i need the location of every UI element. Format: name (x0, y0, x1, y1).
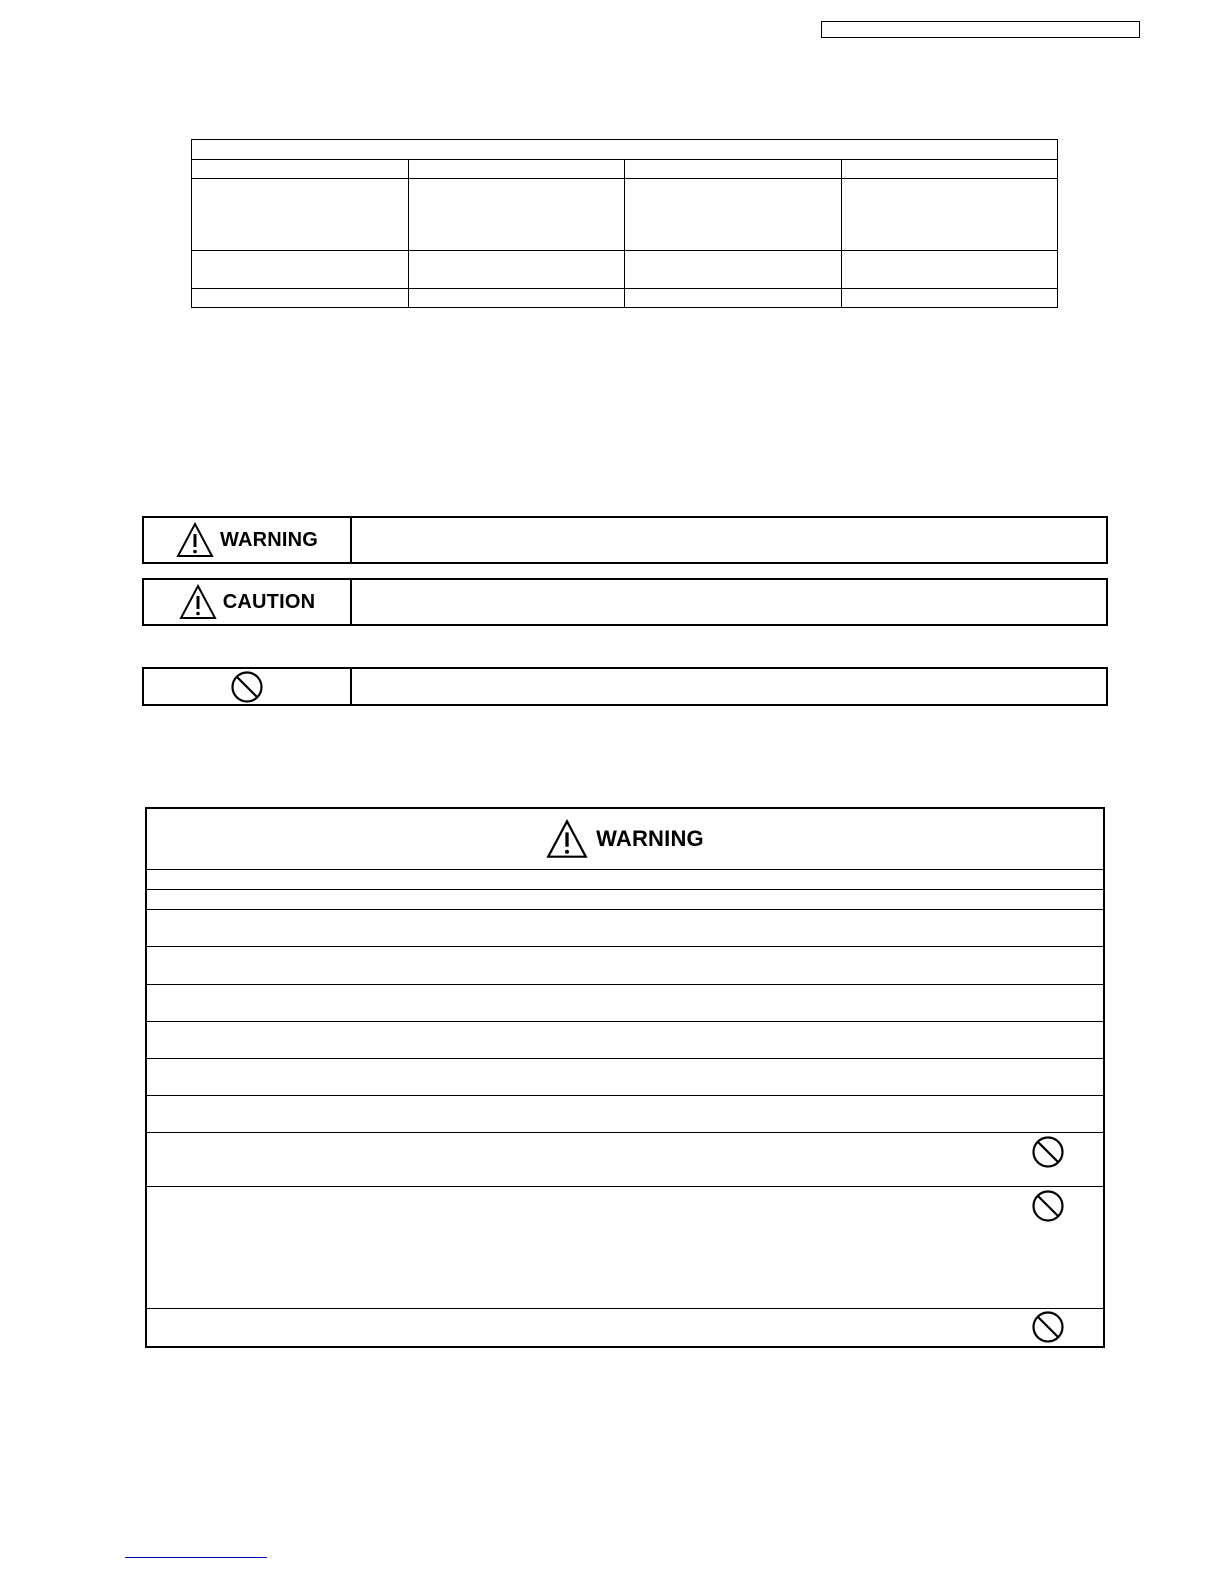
legend-warning-symbol (144, 518, 352, 562)
warning-table-header (147, 809, 1103, 870)
warning-row (147, 1022, 1103, 1059)
warning-row (147, 1187, 1103, 1309)
table-header-cell (408, 160, 625, 179)
warning-precautions-table (145, 807, 1105, 1348)
footer-link-underline[interactable] (125, 1557, 267, 1558)
specification-table (191, 139, 1058, 308)
legend-warning-description (352, 518, 1106, 562)
prohibited-icon (230, 670, 264, 704)
warning-row (147, 870, 1103, 890)
table-cell (841, 179, 1058, 250)
table-cell (192, 288, 409, 307)
table-cell (625, 250, 842, 288)
prohibited-icon (1031, 1135, 1065, 1169)
warning-row (147, 1309, 1103, 1348)
warning-row (147, 985, 1103, 1022)
table-cell (408, 250, 625, 288)
caution-triangle-icon (179, 584, 217, 620)
warning-row (147, 947, 1103, 985)
prohibited-icon (1031, 1310, 1065, 1344)
table-cell (625, 288, 842, 307)
table-cell (841, 250, 1058, 288)
header-reference-box (821, 21, 1140, 38)
table-cell (192, 179, 409, 250)
legend-prohibited-symbol (144, 669, 352, 704)
warning-triangle-icon (176, 522, 214, 558)
legend-caution-description (352, 580, 1106, 624)
prohibited-icon (1031, 1189, 1065, 1223)
warning-table-title: WARNING (596, 826, 704, 851)
table-header-cell (625, 160, 842, 179)
table-title-cell (192, 140, 1058, 160)
warning-row (147, 1059, 1103, 1096)
legend-warning-row (142, 516, 1108, 564)
warning-row (147, 890, 1103, 910)
legend-caution-symbol (144, 580, 352, 624)
table-cell (841, 288, 1058, 307)
warning-triangle-icon (546, 819, 588, 859)
table-header-cell (841, 160, 1058, 179)
table-cell (408, 288, 625, 307)
table-cell (408, 179, 625, 250)
legend-prohibited-row (142, 667, 1108, 706)
caution-label: CAUTION (222, 590, 316, 613)
table-cell (625, 179, 842, 250)
warning-row (147, 910, 1103, 947)
warning-row (147, 1096, 1103, 1133)
table-header-cell (192, 160, 409, 179)
table-cell (192, 250, 409, 288)
warning-row (147, 1133, 1103, 1187)
warning-label: WARNING (219, 528, 319, 551)
legend-prohibited-description (352, 669, 1106, 704)
legend-caution-row (142, 578, 1108, 626)
